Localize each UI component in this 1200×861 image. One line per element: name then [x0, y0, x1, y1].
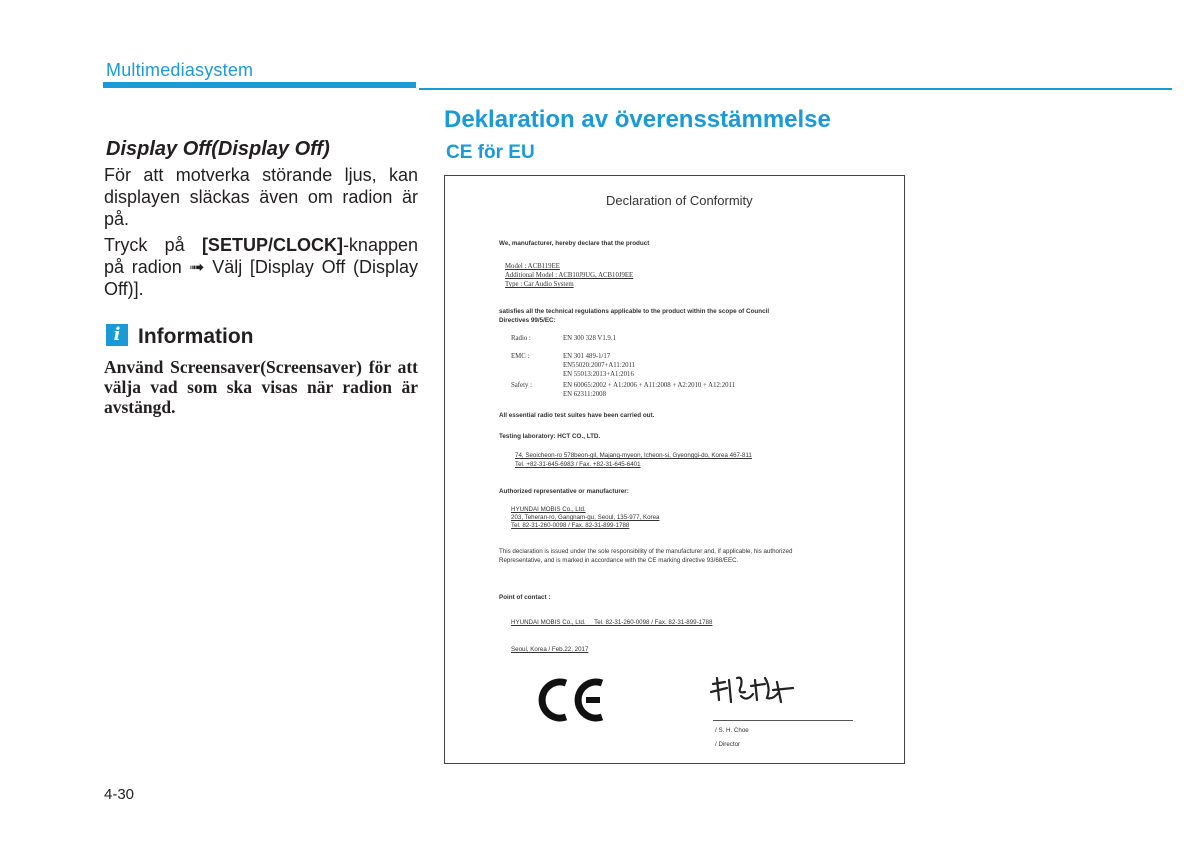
- doc-rep-2: 203, Teheran-ro, Gangnam-gu, Seoul, 135-977, Korea: [511, 514, 660, 521]
- doc-title: Declaration of Conformity: [606, 193, 753, 208]
- ce-eu-subheading: CE för EU: [446, 142, 535, 163]
- doc-rep-1: HYUNDAI MOBIS Co., Ltd.: [511, 506, 586, 513]
- doc-model: Model : ACB119EE: [505, 263, 560, 270]
- signature-image: [707, 670, 797, 710]
- instruction-text-post: -knappen på radion ➟ Välj [Display Off (Display Off)].: [104, 235, 418, 299]
- info-icon: i: [106, 324, 128, 346]
- signature-line: [713, 720, 853, 721]
- doc-satisfies-line1: satisfies all the technical regulations applicable to the product within the scope of Council: [499, 308, 770, 315]
- page-number: 4-30: [104, 786, 135, 803]
- doc-satisfies-line2: Directives 99/5/EC:: [499, 317, 556, 324]
- doc-emc-label: EMC :: [511, 353, 530, 360]
- doc-radio-label: Radio :: [511, 335, 531, 342]
- setup-instruction-paragraph: [104, 234, 418, 300]
- doc-safety-std-1: EN 60065:2002 + A1:2006 + A11:2008 + A2:2010 + A12:2011: [563, 382, 736, 389]
- doc-additional-model: Additional Model : ACB10J9UG, ACB10J9EE: [505, 272, 634, 279]
- doc-emc-std-1: EN 301 489-1/17: [563, 353, 611, 360]
- doc-contact-1: HYUNDAI MOBIS Co., Ltd. Tel. 82-31-260-0098 / Fax. 82-31-899-1788: [511, 619, 713, 626]
- display-off-paragraph: För att motverka störande ljus, kan displayen släckas även om radion är på.: [104, 165, 418, 229]
- doc-intro: We, manufacturer, hereby declare that the product: [499, 240, 650, 247]
- section-label: Multimediasystem: [106, 60, 254, 80]
- doc-emc-std-2: EN55020:2007+A11:2011: [563, 362, 636, 369]
- doc-lab-address-2: Tel. +82-31-645-6983 / Fax. +82-31-645-6401: [515, 461, 641, 468]
- doc-rep-3: Tel. 82-31-260-0098 / Fax. 82-31-899-1788: [511, 522, 630, 529]
- doc-radio-std: EN 300 328 V1.9.1: [563, 335, 616, 342]
- doc-issued-line2: Representative, and is marked in accordance with the CE marking directive 93/68/EEC.: [499, 557, 739, 564]
- doc-position: / Director: [715, 741, 741, 748]
- display-off-heading: Display Off(Display Off): [106, 138, 330, 160]
- ce-mark-logo: [538, 670, 608, 737]
- info-title: Information: [138, 325, 254, 348]
- info-text: Använd Screensaver(Screensaver) för att välja vad som ska visas när radion är avstängd.: [104, 357, 418, 417]
- doc-safety-std-2: EN 62311:2008: [563, 391, 606, 398]
- header-bar-left: [103, 82, 416, 88]
- declaration-heading: Deklaration av överensstämmelse: [444, 106, 831, 133]
- doc-emc-std-3: EN 55013:2013+A1:2016: [563, 371, 634, 378]
- declaration-document: [444, 175, 905, 764]
- doc-issued-line1: This declaration is issued under the sole responsibility of the manufacturer and, if applicable, his authorized: [499, 548, 793, 555]
- doc-type: Type : Car Audio System: [505, 281, 574, 288]
- doc-lab-label: Testing laboratory: HCT CO., LTD.: [499, 433, 601, 440]
- doc-lab-address-1: 74, Seoicheon-ro 578beon-gil, Majang-myeon, Icheon-si, Gyeonggi-do, Korea 467-811: [515, 452, 752, 459]
- setup-clock-button-label: [SETUP/CLOCK]: [201, 235, 343, 255]
- doc-radio-tests: All essential radio test suites have been carried out.: [499, 412, 655, 419]
- doc-safety-label: Safety :: [511, 382, 532, 389]
- doc-rep-label: Authorized representative or manufacturer:: [499, 488, 629, 495]
- doc-contact-label: Point of contact :: [499, 594, 551, 601]
- ce-mark-icon: [538, 677, 608, 723]
- doc-place-date: Seoul, Korea / Feb.22, 2017: [511, 646, 589, 653]
- doc-signatory: / S. H. Choe: [715, 727, 749, 734]
- instruction-text-pre: Tryck på: [104, 235, 202, 255]
- header-bar-right: [419, 88, 1172, 90]
